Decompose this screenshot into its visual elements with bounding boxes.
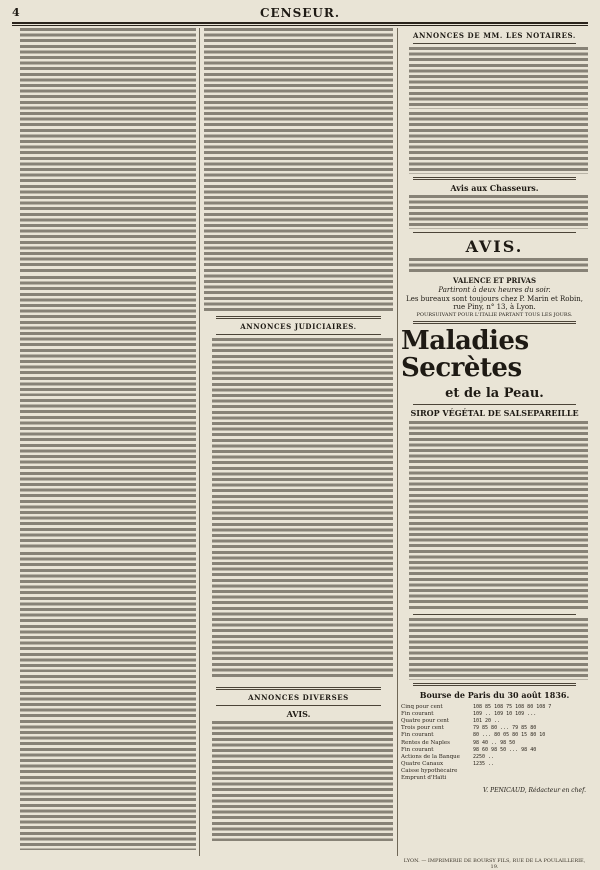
column-divider-1 <box>199 28 200 856</box>
section-rule <box>413 614 576 615</box>
bourse-label: Caisse hypothécaire <box>401 768 458 775</box>
bourse-title: Bourse de Paris du 30 août 1836. <box>419 690 570 700</box>
bourse-row <box>401 775 588 782</box>
bourse-row <box>401 753 588 760</box>
article-paragraph <box>20 552 196 672</box>
bourse-values <box>473 768 588 775</box>
bourse-values: 1235 .. <box>473 761 495 768</box>
section-rule <box>216 687 381 690</box>
bourse-values: 108 85 108 75 108 80 108 7 <box>473 703 552 710</box>
bourse-row <box>401 761 588 768</box>
bourse-table <box>401 703 588 782</box>
section-rule <box>413 43 576 44</box>
section-rule <box>413 177 576 180</box>
page-number: 4 <box>12 6 20 19</box>
bourse-label: Rentes de Naples <box>401 739 450 746</box>
notary-notice <box>409 47 588 109</box>
section-rule <box>216 705 381 706</box>
bourse-row <box>401 739 588 746</box>
diverse-notice <box>212 721 393 841</box>
printer-imprint: LYON. — IMPRIMERIE DE BOURSY FILS, RUE DE LA POULAILLERIE, 19. <box>403 858 586 870</box>
bourse-row <box>401 710 588 717</box>
bourse-row <box>401 746 588 753</box>
avis-heading: AVIS. <box>286 709 311 719</box>
bourse-values: 79 85 80 ... 79 85 80 <box>473 725 537 732</box>
article-paragraph <box>20 675 196 850</box>
valence-sub: Partiront à deux heures du soir. <box>438 286 551 294</box>
bourse-label: Actions de la Banque <box>401 753 460 760</box>
bourse-row <box>401 703 588 710</box>
maladies-notice <box>409 421 588 611</box>
section-rule <box>216 316 381 319</box>
article-paragraph <box>20 399 196 549</box>
column-avis <box>401 28 588 856</box>
chasseurs-title: Avis aux Chasseurs. <box>450 183 539 193</box>
bourse-values: 80 ... 80 05 80 15 80 10 <box>473 732 546 739</box>
bourse-label: Fin courant <box>401 732 434 739</box>
bourse-values: 98 40 .. 98 50 <box>473 739 516 746</box>
notary-notice <box>409 112 588 174</box>
avis-title: AVIS. <box>465 237 524 256</box>
section-title-judiciaires: ANNONCES JUDICIAIRES. <box>240 322 357 331</box>
chasseurs-notice <box>409 195 588 229</box>
valence-line: VALENCE ET PRIVAS <box>452 276 537 285</box>
bourse-row <box>401 768 588 775</box>
maladies-title: Maladies Secrètes <box>401 326 529 383</box>
bourse-label: Cinq pour cent <box>401 703 443 710</box>
bourse-values <box>473 775 588 782</box>
section-rule <box>413 232 576 233</box>
bourse-label: Quatre pour cent <box>401 717 450 724</box>
section-rule <box>413 683 576 686</box>
masthead-title: CENSEUR. <box>259 6 341 20</box>
bourse-values: 98 60 98 50 ... 98 40 <box>473 746 537 753</box>
maladies-sub: et de la Peau. <box>445 386 544 401</box>
section-rule <box>413 404 576 405</box>
header-rule-thin <box>12 25 588 26</box>
section-title-notaires: ANNONCES DE MM. LES NOTAIRES. <box>413 31 576 40</box>
bourse-values: 101 20 .. <box>473 717 501 724</box>
bourse-label: Quatre Canaux <box>401 761 444 768</box>
section-title-diverses: ANNONCES DIVERSES <box>248 693 349 702</box>
judicial-notice <box>212 338 393 678</box>
header-rule <box>12 22 588 24</box>
article-paragraph <box>20 28 196 273</box>
avis-notice <box>409 258 588 275</box>
bourse-row <box>401 725 588 732</box>
bureaux-line: Les bureaux sont toujours chez P. Marin et Robin, rue Piny, n° 13, à Lyon. <box>406 295 583 311</box>
sirop-title: SIROP VÉGÉTAL DE SALSEPAREILLE <box>410 408 579 418</box>
bourse-label: Trois pour cent <box>401 725 444 732</box>
bourse-label: Emprunt d'Haïti <box>401 775 447 782</box>
column-annonces <box>204 28 393 856</box>
editor-signature: V. PENICAUD, Rédacteur en chef. <box>483 787 586 795</box>
bourse-row <box>401 717 588 724</box>
italie-line: POURSUIVANT POUR L'ITALIE PARTANT TOUS LES JOURS. <box>416 312 573 318</box>
bourse-label: Fin courant <box>401 710 434 717</box>
column-divider-2 <box>397 28 398 856</box>
bourse-label: Fin courant <box>401 746 434 753</box>
bourse-values: 109 .. 109 10 109 ... <box>473 710 537 717</box>
bourse-values: 2250 .. <box>473 753 495 760</box>
bourse-row <box>401 732 588 739</box>
spectacles-notice <box>409 618 588 680</box>
page-header <box>12 6 588 20</box>
section-rule <box>216 334 381 335</box>
column-feuilleton <box>12 28 196 856</box>
article-continuation <box>204 28 393 313</box>
section-rule <box>413 321 576 324</box>
article-paragraph <box>20 276 196 396</box>
